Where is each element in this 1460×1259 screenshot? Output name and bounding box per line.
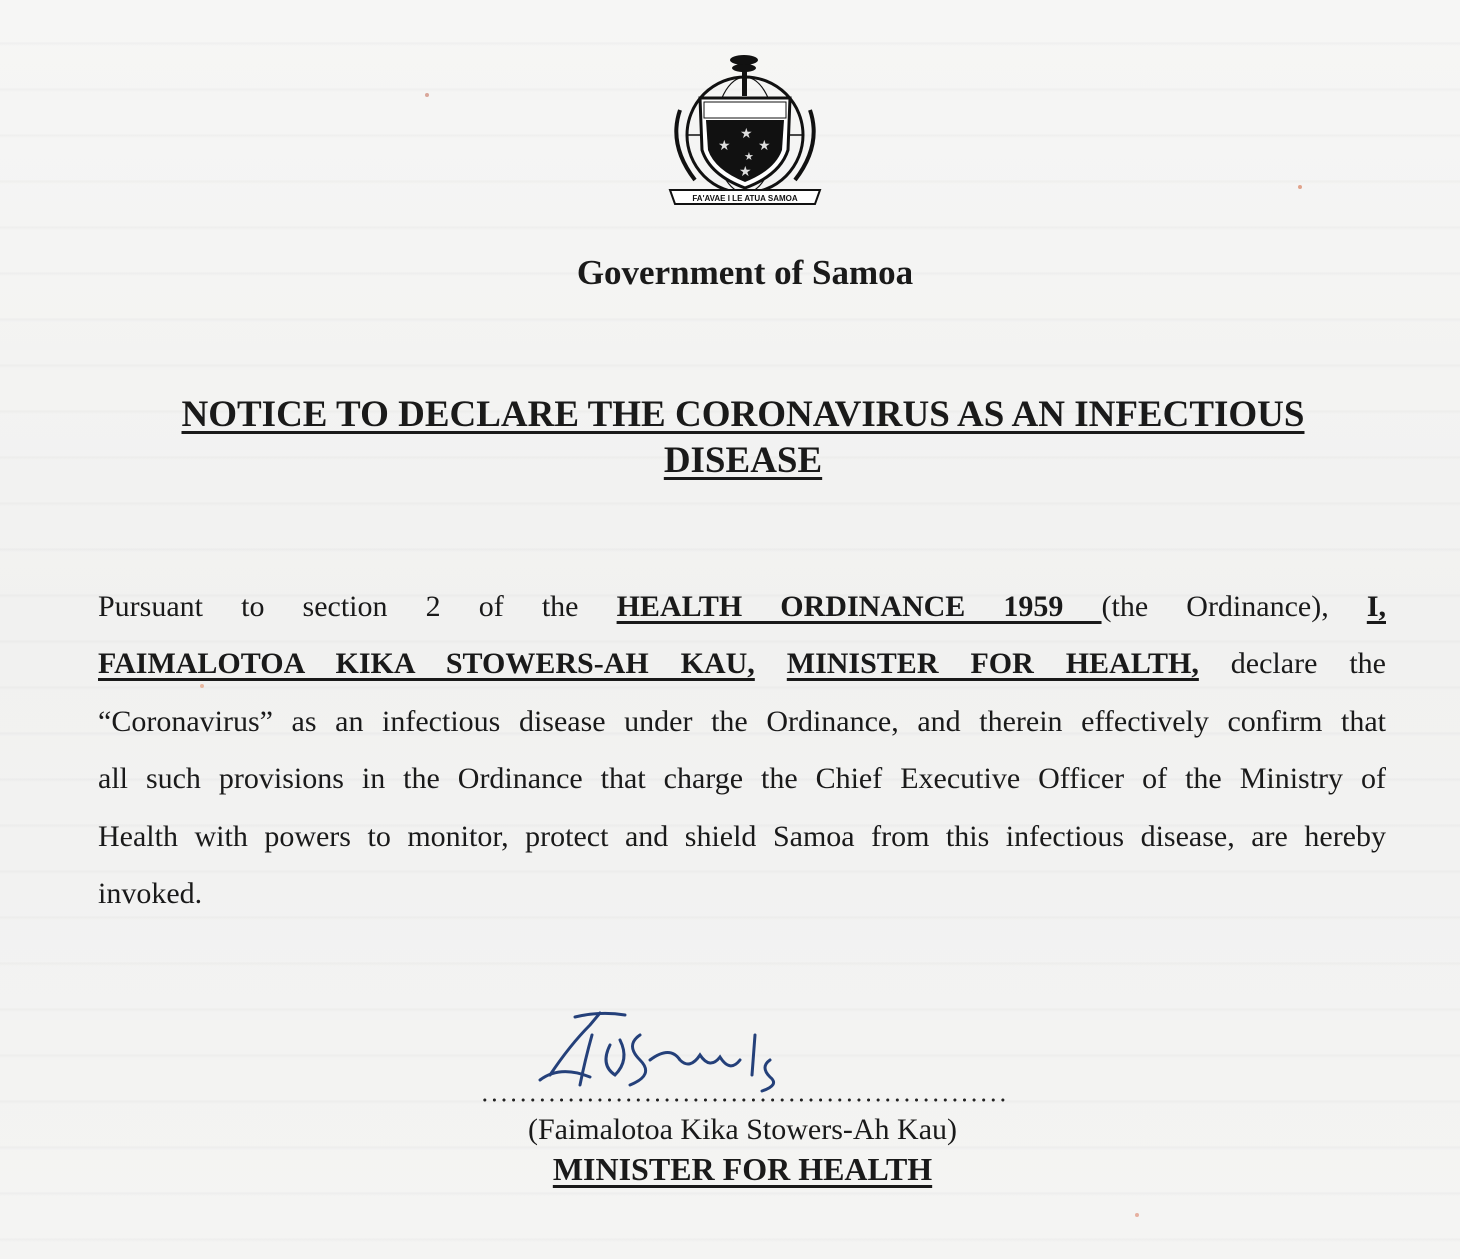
body-line-6: invoked. <box>98 877 203 911</box>
scan-speck <box>1298 185 1302 189</box>
signature-dotted-line <box>480 1098 1005 1102</box>
notice-title-line-1: NOTICE TO DECLARE THE CORONAVIRUS AS AN INFECTIOUS <box>181 394 1305 435</box>
handwritten-signature-icon <box>530 1005 790 1095</box>
body-line-4: all such provisions in the Ordinance that charge the Chief Executive Officer of the Ministry of <box>98 762 1386 796</box>
government-heading: Government of Samoa <box>576 253 914 292</box>
svg-text:★: ★ <box>758 139 771 154</box>
body-line-2: FAIMALOTOA KIKA STOWERS-AH KAU, MINISTER FOR HEALTH, declare the <box>98 647 1386 681</box>
notice-title <box>100 392 1386 484</box>
ordinance-reference: HEALTH ORDINANCE 1959 <box>616 590 1102 623</box>
scan-speck <box>425 93 429 97</box>
signatory-title: MINISTER FOR HEALTH <box>552 1151 933 1187</box>
svg-text:★: ★ <box>740 127 753 142</box>
svg-text:FA'AVAE I LE ATUA SAMOA: FA'AVAE I LE ATUA SAMOA <box>692 194 798 203</box>
scan-speck <box>200 684 204 688</box>
scan-speck <box>1135 1213 1139 1217</box>
svg-text:★: ★ <box>744 151 754 163</box>
signature-block <box>480 1005 1010 1205</box>
svg-text:★: ★ <box>739 165 752 180</box>
minister-title: MINISTER FOR HEALTH, <box>786 647 1199 681</box>
body-line-1: Pursuant to section 2 of the HEALTH ORDINANCE 1959 (the Ordinance), I, <box>98 590 1386 623</box>
samoa-coat-of-arms-icon <box>660 50 830 210</box>
minister-name: FAIMALOTOA KIKA STOWERS-AH KAU, <box>98 647 755 681</box>
body-line-3: “Coronavirus” as an infectious disease under the Ordinance, and therein effectively confirm that <box>98 704 1386 738</box>
declaration-paragraph <box>98 578 1386 922</box>
signatory-name: (Faimalotoa Kika Stowers-Ah Kau) <box>527 1113 958 1146</box>
notice-title-line-2: DISEASE <box>663 440 823 481</box>
svg-text:★: ★ <box>718 139 731 154</box>
body-line-5: Health with powers to monitor, protect and shield Samoa from this infectious disease, are hereby <box>98 819 1386 853</box>
